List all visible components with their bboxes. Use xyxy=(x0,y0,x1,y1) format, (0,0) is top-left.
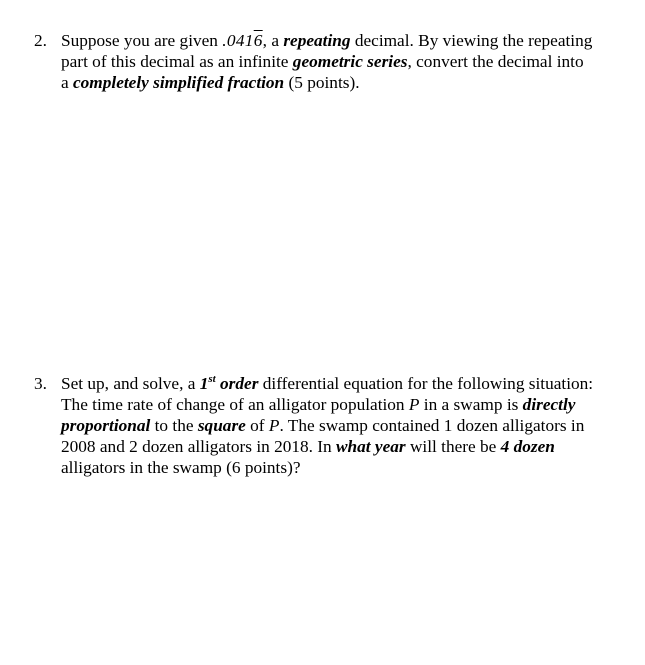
text-segment: Suppose you are given xyxy=(61,31,223,50)
ordinal-number: 1 xyxy=(199,374,209,393)
emphasis-repeating: repeating xyxy=(283,31,351,50)
points-label: alligators in the swamp (6 points)? xyxy=(61,458,301,477)
order-word: order xyxy=(215,374,259,393)
decimal-repeating-digit: 6 xyxy=(253,31,263,50)
problem-3 xyxy=(34,373,594,478)
emphasis-first-order xyxy=(200,374,259,393)
problem-2 xyxy=(34,30,594,93)
points-label: (5 points). xyxy=(284,73,360,92)
problem-text xyxy=(61,30,594,93)
emphasis-what-year: what year xyxy=(336,437,406,456)
emphasis-geometric-series: geometric series xyxy=(292,52,408,71)
text-segment: , convert the decimal into a xyxy=(61,52,584,92)
text-segment: , a xyxy=(262,31,284,50)
repeating-decimal xyxy=(222,31,262,50)
text-segment: in a swamp is xyxy=(419,395,523,414)
emphasis-directly-proportional: directly proportional xyxy=(61,395,576,435)
decimal-nonrepeating-part: .041 xyxy=(222,31,254,50)
text-segment: differential equation for the following situation: The time rate of change of an alligator population xyxy=(61,374,594,414)
problem-number: 2. xyxy=(34,31,47,50)
emphasis-4-dozen: 4 dozen xyxy=(500,437,555,456)
text-segment: Set up, and solve, a xyxy=(61,374,200,393)
ordinal-suffix: st xyxy=(208,373,216,386)
emphasis-square: square xyxy=(197,416,246,435)
text-segment: will there be xyxy=(405,437,501,456)
text-segment: . The swamp contained 1 dozen alligators in 2008 and 2 dozen alligators in 2018. In xyxy=(61,416,585,456)
text-segment: decimal. By viewing the repeating part of this decimal as an infinite xyxy=(61,31,593,71)
text-segment: to the xyxy=(150,416,198,435)
text-segment: of xyxy=(245,416,269,435)
problem-number: 3. xyxy=(34,374,47,393)
emphasis-simplified-fraction: completely simplified fraction xyxy=(73,73,285,92)
problem-text xyxy=(61,373,594,478)
variable-p: P xyxy=(268,416,280,435)
variable-p: P xyxy=(408,395,420,414)
